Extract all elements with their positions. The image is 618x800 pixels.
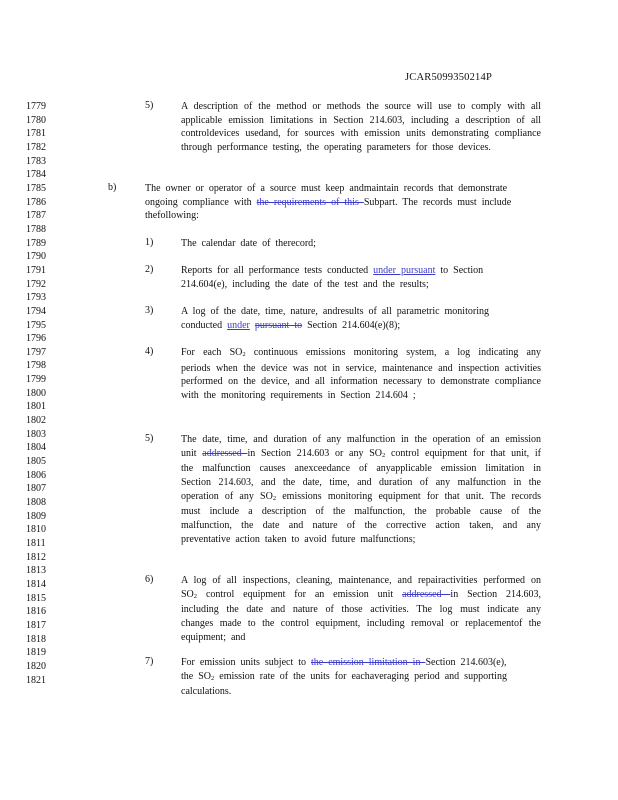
- line-number: 1799: [26, 374, 46, 386]
- line-number: 1796: [26, 333, 46, 345]
- line-number: 1785: [26, 182, 46, 194]
- line-number: 1820: [26, 660, 46, 672]
- line-number: 1821: [26, 674, 46, 686]
- line-number: 1807: [26, 483, 46, 495]
- line-number: 1813: [26, 565, 46, 577]
- item-text: For each $SO_2$ continuous emissions monitoring system, a log indicating any periods when the device was not in service, maintenance and inspection activities performed on the device, and all information necessary to demonstrate compliance with the monitoring requirements in Section 214.604 ;: [181, 347, 541, 401]
- item-label: 3): [145, 305, 154, 316]
- item-text: A log of the date, time, nature, andresults of all parametric monitoring conducted under pursuant to Section 214.604(e)(8);: [181, 306, 489, 331]
- line-number: 1815: [26, 592, 46, 604]
- line-number: 1780: [26, 114, 46, 126]
- line-number: 1783: [26, 155, 46, 167]
- item-text: A log of all inspections, cleaning, maintenance, and repairactivities performed on $SO_2$ control equipment for an emission unit addressed in Section 214.603, including the date and nature of those activities. The log must indicate any changes made to the control equipment, including removal or replacementof the equipment; and: [181, 575, 541, 643]
- line-number: 1781: [26, 128, 46, 140]
- line-number: 1795: [26, 319, 46, 331]
- item-label: 5): [145, 100, 154, 111]
- line-number: 1794: [26, 305, 46, 317]
- inserted-text: under: [227, 319, 250, 331]
- line-number: 1789: [26, 237, 46, 249]
- item-label: 5): [145, 433, 154, 444]
- line-number: 1810: [26, 524, 46, 536]
- line-number: 1804: [26, 442, 46, 454]
- line-number: 1812: [26, 551, 46, 563]
- paragraph-label: b): [108, 182, 117, 193]
- line-number: 1818: [26, 633, 46, 645]
- line-number: 1788: [26, 223, 46, 235]
- line-number: 1819: [26, 647, 46, 659]
- item-label: 2): [145, 264, 154, 275]
- line-number: 1806: [26, 469, 46, 481]
- deleted-text: the requirements of this: [256, 196, 364, 208]
- line-number: 1809: [26, 510, 46, 522]
- deleted-text: the emission limitation in: [311, 657, 426, 668]
- deleted-text: addressed: [202, 447, 248, 459]
- line-number: 1779: [26, 101, 46, 112]
- line-numbers: [26, 100, 62, 687]
- line-number: 1803: [26, 428, 46, 440]
- item-label: 4): [145, 346, 154, 357]
- line-number: 1802: [26, 415, 46, 427]
- inserted-text: under pursuant: [373, 265, 436, 276]
- line-number: 1817: [26, 619, 46, 631]
- line-number: 1797: [26, 346, 46, 358]
- line-number: 1786: [26, 196, 46, 208]
- line-number: 1792: [26, 278, 46, 290]
- line-number: 1790: [26, 251, 46, 263]
- line-number: 1805: [26, 456, 46, 468]
- line-number: 1814: [26, 578, 46, 590]
- line-number: 1801: [26, 401, 46, 413]
- item-text: The date, time, and duration of any malfunction in the operation of an emission unit addressed in Section 214.603 or any $SO_2$ control equipment for that unit, if the malfunction causes anexceedance of anyapplicable emission limitation in Section 214.603, and the date, time, and duration of any malfunction in the operation of any $SO_2$ emissions monitoring equipment for that unit. The records must include a description of the malfunction, the probable cause of the malfunction, the date and nature of the corrective action taken, and any preventative action taken to avoid future malfunctions;: [181, 434, 542, 545]
- line-number: 1784: [26, 169, 46, 181]
- line-number: 1808: [26, 497, 46, 509]
- item-text: For emission units subject to the emission limitation in Section 214.603(e), the $SO_2$ emission rate of the units for eachaveraging period and supporting calculations.: [181, 657, 507, 698]
- line-number: 1793: [26, 292, 46, 304]
- item-label: 7): [145, 656, 154, 667]
- item-text: Reports for all performance tests conducted under pursuant to Section 214.604(e), including the date of the test and the results;: [181, 265, 484, 290]
- deleted-text: addressed: [402, 588, 451, 600]
- line-number: 1811: [26, 538, 46, 549]
- line-number: 1800: [26, 387, 46, 399]
- line-number: 1782: [26, 141, 46, 153]
- item-label: 6): [145, 574, 154, 585]
- line-number: 1791: [26, 264, 46, 276]
- item-label: 1): [145, 237, 154, 248]
- item-text: The calendar date of therecord;: [181, 238, 316, 249]
- line-number: 1816: [26, 606, 46, 618]
- line-number: 1798: [26, 360, 46, 372]
- item-text: A description of the method or methods the source will use to comply with all applicable emission limitations in Section 214.603, including a description of all controldevices usedand, for sources with emission units demonstrating compliance through performance testing, the operating parameters for those devices.: [181, 101, 541, 153]
- paragraph-text: The owner or operator of a source must keep andmaintain records that demonstrate ongoing compliance with the requirements of this Subpart. The records must include thefollowing:: [145, 183, 512, 222]
- line-number: 1787: [26, 210, 46, 222]
- deleted-text: pursuant to: [254, 319, 303, 331]
- document-id: JCAR5099350214P: [404, 72, 492, 83]
